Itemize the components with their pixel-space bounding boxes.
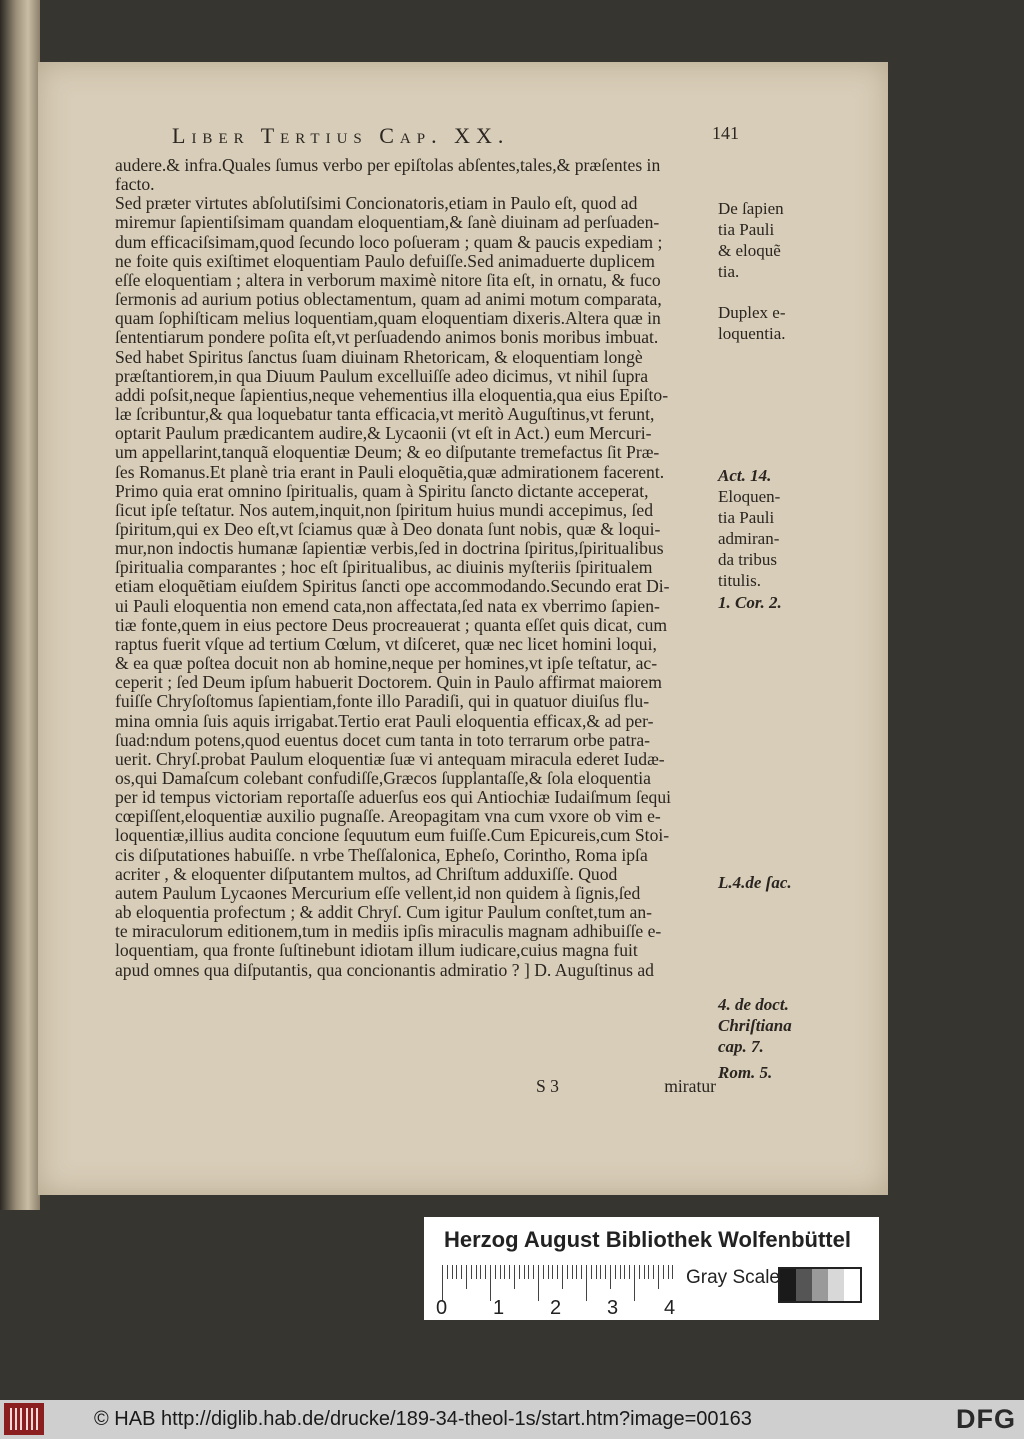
- text-line: autem Paulum Lycaones Mercurium eſſe vellent,id non quidem à ſignis,ſed: [115, 883, 641, 903]
- ruler-tick: [543, 1265, 544, 1279]
- ruler-tick: [519, 1265, 520, 1279]
- margin-note: [718, 465, 828, 486]
- ruler-number: 0: [436, 1297, 448, 1319]
- text-line: mina omnia ſuis aquis irrigabat.Tertio erat Pauli eloquentia efficax,& ad per-: [115, 711, 654, 731]
- gray-scale-label: Gray Scale: [686, 1267, 780, 1288]
- text-line: etiam eloquẽtiam eiuſdem Spiritus ſancti ope accommodando.Secundo erat Di-: [115, 577, 670, 597]
- ruler-tick: [639, 1265, 640, 1279]
- ruler-tick: [624, 1265, 625, 1279]
- margin-note-line: 4. de doct.: [718, 995, 789, 1014]
- ruler-tick: [452, 1265, 453, 1279]
- text-line: dum efficaciſsimam,quod ſecundo loco poſueram ; quam & paucis expediam ;: [115, 232, 663, 252]
- ruler-tick: [480, 1265, 481, 1279]
- running-header: [172, 123, 739, 149]
- ruler-tick: [672, 1265, 673, 1279]
- ruler-tick: [514, 1265, 515, 1289]
- text-line: ne foite quis exiſtimet eloquentiam Paulo defuiſſe.Sed animaduerte duplicem: [115, 251, 655, 271]
- ruler-number: 1: [493, 1297, 505, 1319]
- library-name: Herzog August Bibliothek Wolfenbüttel: [444, 1227, 851, 1252]
- margin-note-line: Act. 14.: [718, 466, 772, 485]
- margin-note-line: De ſapien: [718, 199, 784, 218]
- margin-note: [718, 486, 828, 591]
- margin-note-line: loquentia.: [718, 324, 786, 343]
- ruler-tick: [495, 1265, 496, 1279]
- ruler-tick: [548, 1265, 549, 1279]
- ruler-tick: [538, 1265, 539, 1301]
- text-line: ab eloquentia profectum ; & addit Chryſ. Cum igitur Paulum conſtet,tum an-: [115, 903, 652, 923]
- ruler-tick: [600, 1265, 601, 1279]
- margin-note-line: Rom. 5.: [718, 1063, 773, 1082]
- ruler-tick: [476, 1265, 477, 1279]
- ruler-tick: [533, 1265, 534, 1279]
- ruler-tick: [562, 1265, 563, 1289]
- ruler-tick: [605, 1265, 606, 1279]
- margin-note-line: tia Pauli: [718, 220, 775, 239]
- text-line: & ea quæ poſtea docuit non ab homine,neque per homines,vt ipſe teſtatur, ac-: [115, 654, 658, 674]
- margin-note-line: admiran-: [718, 529, 780, 548]
- text-line: per id tempus victoriam reportaſſe aduerſus eos qui Antiochiæ Iudaiſmum ſequi: [115, 788, 672, 808]
- text-line: cis diſputationes habuiſſe. n vrbe Theſſalonica, Epheſo, Corintho, Roma ipſa: [115, 845, 648, 865]
- gray-swatch: [812, 1269, 828, 1301]
- ruler-tick: [658, 1265, 659, 1289]
- margin-note-line: tia.: [718, 262, 740, 281]
- ruler-tick: [634, 1265, 635, 1301]
- ruler-tick: [500, 1265, 501, 1279]
- margin-note: [718, 592, 828, 613]
- text-line: loquentiam, qua fronte ſuſtinebunt idiotam illum iudicare,cuius magna fuit: [115, 941, 638, 961]
- ruler-tick: [653, 1265, 654, 1279]
- library-icon: [4, 1403, 44, 1435]
- margin-note-line: cap. 7.: [718, 1037, 764, 1056]
- text-line: apud omnes qua diſputantis, qua concionantis admiratio ? ] D. Auguſtinus ad: [115, 960, 654, 980]
- dfg-logo: DFG: [956, 1404, 1016, 1434]
- ruler-tick: [663, 1265, 664, 1279]
- text-line: um appellarint,tanquã eloquentiæ Deum; & eo diſputante tremefactus ſit Præ-: [115, 443, 660, 463]
- ruler-tick: [528, 1265, 529, 1279]
- gray-scale-swatches: [778, 1267, 862, 1303]
- footer-url-text[interactable]: © HAB http://diglib.hab.de/drucke/189-34-theol-1s/start.htm?image=00163: [94, 1408, 752, 1430]
- ruler-tick: [648, 1265, 649, 1279]
- ruler-tick: [447, 1265, 448, 1279]
- running-title: Liber Tertius Cap. XX.: [172, 123, 510, 148]
- margin-note-line: Chriſtiana: [718, 1016, 792, 1035]
- main-text-block: [115, 156, 715, 980]
- margin-note-line: L.4.de ſac.: [718, 873, 792, 892]
- ruler-tick: [552, 1265, 553, 1279]
- text-line: fuiſſe Chryſoſtomus ſapientiam,fonte illo Paradiſi, qui in quatuor diuiſus flu-: [115, 692, 650, 712]
- text-line: uerit. Chryſ.probat Paulum eloquentiæ ſuæ vi antequam miracula ederet Iudæ-: [115, 749, 665, 769]
- adjacent-page-edge: [0, 0, 40, 1210]
- text-line: ſes Romanus.Et planè tria erant in Pauli eloquẽtia,quæ admirationem facerent.: [115, 462, 665, 482]
- ruler-tick: [620, 1265, 621, 1279]
- ruler-tick: [615, 1265, 616, 1279]
- margin-note: [718, 302, 828, 344]
- text-line: læ ſcribuntur,& qua loquebatur tanta efficacia,vt meritò Auguſtinus,vt ferunt,: [115, 405, 655, 425]
- text-line: optarit Paulum prædicantem audire,& Lycaonii (vt eſt in Act.) eum Mercuri-: [115, 424, 652, 444]
- ruler-number: 2: [550, 1297, 562, 1319]
- ruler-tick: [509, 1265, 510, 1279]
- catchword: miratur: [664, 1076, 716, 1096]
- margin-note: [718, 1062, 828, 1083]
- text-line: Sed habet Spiritus ſanctus ſuam diuinam Rhetoricam, & eloquentiam longè: [115, 347, 643, 367]
- ruler-tick: [572, 1265, 573, 1279]
- ruler-tick: [596, 1265, 597, 1279]
- margin-note-line: da tribus: [718, 550, 778, 569]
- margin-note-line: Duplex e-: [718, 303, 786, 322]
- text-line: facto.: [115, 175, 155, 195]
- text-line: ui Pauli eloquentia non emend cata,non affectata,ſed nata ex vberrimo ſapien-: [115, 596, 660, 616]
- ruler: [442, 1265, 682, 1301]
- ruler-tick: [610, 1265, 611, 1289]
- gray-swatch: [828, 1269, 844, 1301]
- gray-swatch: [796, 1269, 812, 1301]
- ruler-tick: [466, 1265, 467, 1289]
- margin-note-line: & eloquẽ: [718, 241, 781, 260]
- text-line: cœpiſſent,eloquentiæ auxilio pugnaſſe. Areopagitam vna cum vxore ob vim e-: [115, 807, 661, 827]
- text-line: addi poſsit,neque ſapientius,neque vehementius illa eloquentia,qua eius Epiſto-: [115, 385, 669, 405]
- ruler-tick: [591, 1265, 592, 1279]
- ruler-tick: [456, 1265, 457, 1279]
- ruler-tick: [461, 1265, 462, 1279]
- ruler-tick: [629, 1265, 630, 1279]
- margin-note: [718, 994, 828, 1057]
- text-line: ſicut ipſe teſtatur. Nos autem,inquit,non ſpiritum huius mundi accepimus, ſed: [115, 500, 653, 520]
- ruler-tick: [504, 1265, 505, 1279]
- text-line: ſententiarum pondere poſita eſt,vt perſuadendo animos bonis moribus imbuat.: [115, 328, 659, 348]
- text-line: audere.& infra.Quales ſumus verbo per epiſtolas abſentes,tales,& præſentes in: [115, 156, 661, 175]
- ruler-number: 3: [607, 1297, 619, 1319]
- text-line: os,qui Damaſcum colebant confudiſſe,Græcos ſupplantaſſe,& ſola eloquentia: [115, 769, 651, 788]
- margin-note-line: tia Pauli: [718, 508, 775, 527]
- ruler-tick: [524, 1265, 525, 1279]
- text-line: Sed præter virtutes abſolutiſsimi Concionatoris,etiam in Paulo eſt, quod ad: [115, 194, 638, 214]
- text-line: quam ſophiſticam melius loquentiam,quam eloquentiam dixeris.Altera quæ in: [115, 309, 661, 329]
- ruler-tick: [586, 1265, 587, 1301]
- text-line: acriter , & eloquenter diſputantem multos, ad Chriſtum adduxiſſe. Quod: [115, 864, 618, 884]
- text-line: eſſe eloquentiam ; altera in verborum maximè nitore ſita eſt, in ornatu, & fuco: [115, 270, 661, 290]
- color-scale-card: [424, 1217, 879, 1320]
- text-line: ſermonis ad aurium potius oblectamentum, quam ad animi motum comparata,: [115, 290, 662, 310]
- signature-mark: S 3: [536, 1076, 559, 1096]
- text-line: mur,non indoctis humanæ ſapientiæ verbis,ſed in doctrina ſpiritus,ſpiritualibus: [115, 539, 664, 559]
- text-line: raptus fuerit vſque ad tertium Cœlum, vt diſceret, quæ nec licet homini loqui,: [115, 634, 657, 654]
- ruler-tick: [576, 1265, 577, 1279]
- text-line: Primo quia erat omnino ſpiritualis, quam à Spiritu ſancto dictante acceperat,: [115, 481, 649, 501]
- text-line: te miraculorum editionem,tum in mediis ipſis miraculis magnam adhibuiſſe e-: [115, 922, 662, 942]
- margin-note: [718, 198, 828, 282]
- text-line: miremur ſapientiſsimam quandam eloquentiam,& ſanè diuinam ad perſuaden-: [115, 213, 660, 233]
- ruler-tick: [442, 1265, 443, 1301]
- page-number: 141: [712, 123, 739, 143]
- text-line: præſtantiorem,in qua Diuum Paulum excelluiſſe adeo dicimus, vt nihil ſupra: [115, 366, 649, 386]
- margin-note-line: Eloquen-: [718, 487, 781, 506]
- text-line: loquentiæ,illius audita concione ſequutum eum fuiſſe.Cum Epicureis,cum Stoi-: [115, 826, 670, 846]
- margin-note-line: 1. Cor. 2.: [718, 593, 782, 612]
- ruler-tick: [644, 1265, 645, 1279]
- ruler-tick: [471, 1265, 472, 1279]
- footer-bar: [0, 1400, 1024, 1439]
- ruler-tick: [567, 1265, 568, 1279]
- ruler-tick: [485, 1265, 486, 1279]
- text-line: ſuad:ndum potens,quod euentus docet cum tanta in toto terrarum orbe patra-: [115, 730, 650, 750]
- ruler-tick: [490, 1265, 491, 1301]
- gray-swatch: [844, 1269, 860, 1301]
- text-line: tiæ fonte,quem in eius pectore Deus procreauerat ; quanta eſſet quis dicat, cum: [115, 615, 668, 635]
- margin-note: [718, 872, 828, 893]
- ruler-tick: [557, 1265, 558, 1279]
- ruler-number: 4: [664, 1297, 676, 1319]
- text-line: ſpiritum,qui ex Deo eſt,vt ſciamus quæ à Deo donata ſunt nobis, quæ & loqui-: [115, 519, 661, 539]
- ruler-tick: [668, 1265, 669, 1279]
- text-line: ſpiritualia comparantes ; hoc eſt ſpiritualibus, ac diuinis myſteriis ſpiritualem: [115, 558, 653, 578]
- text-line: ceperit ; ſed Deum ipſum habuerit Doctorem. Quin in Paulo affirmat maiorem: [115, 673, 662, 693]
- margin-note-line: titulis.: [718, 571, 761, 590]
- gray-swatch: [780, 1269, 796, 1301]
- ruler-tick: [581, 1265, 582, 1279]
